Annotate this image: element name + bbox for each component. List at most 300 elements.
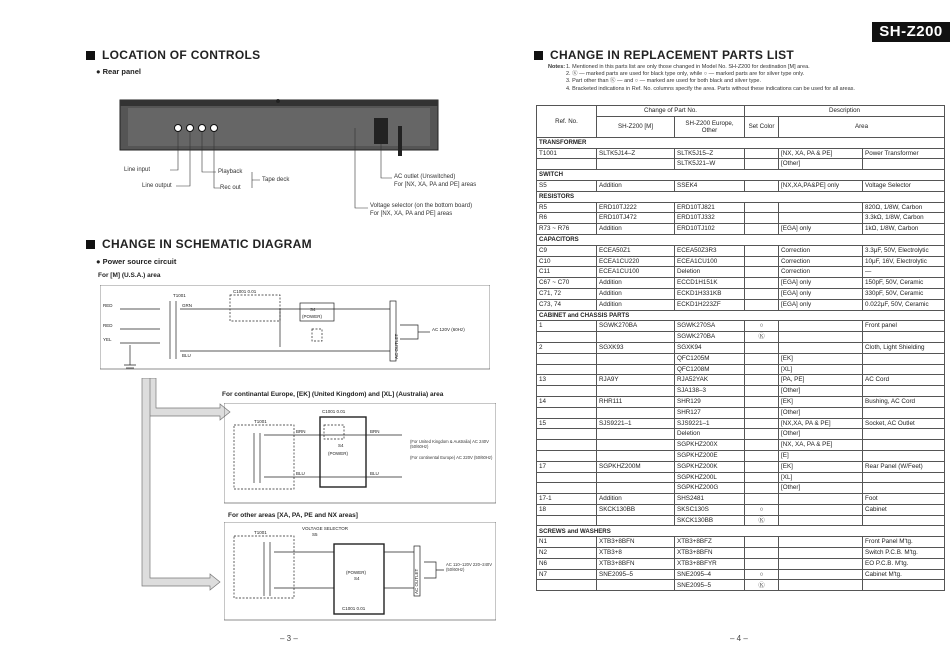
- description-cell: [863, 580, 945, 591]
- right-page-number: – 4 –: [730, 634, 748, 643]
- from-part-cell: [597, 332, 675, 343]
- table-row: [537, 472, 945, 483]
- table-row: [537, 515, 945, 526]
- set-color-cell: [745, 418, 779, 429]
- section-label: SCREWS and WASHERS: [537, 526, 945, 537]
- table-row: [537, 278, 945, 289]
- from-header: SH-Z200 [M]: [597, 116, 675, 137]
- area-cell: [Other]: [779, 407, 863, 418]
- from-part-cell: Addition: [597, 224, 675, 235]
- from-part-cell: [597, 483, 675, 494]
- parts-table-body: [537, 106, 945, 591]
- other-ac-outlet-label: AC OUTLET: [414, 568, 419, 594]
- area-cell: [NX,XA,PA&PE] only: [779, 180, 863, 191]
- area-cell: [779, 569, 863, 580]
- from-part-cell: SGPKHZ200M: [597, 461, 675, 472]
- tape-deck-label: Tape deck: [262, 177, 290, 183]
- description-cell: Power Transformer: [863, 148, 945, 159]
- description-header: Description: [745, 106, 945, 117]
- voltage-selector-areas: For [NX, XA, PA and PE] areas: [370, 211, 453, 217]
- usa-grn-label: GRN: [182, 303, 192, 308]
- ref-cell: 15: [537, 418, 597, 429]
- ref-cell: T1001: [537, 148, 597, 159]
- section-label: CAPACITORS: [537, 234, 945, 245]
- table-section-row: [537, 137, 945, 148]
- table-row: [537, 288, 945, 299]
- notes-label: Notes:: [548, 64, 566, 70]
- description-cell: [863, 159, 945, 170]
- usa-red-label-2: RED: [103, 323, 113, 328]
- table-row: [537, 396, 945, 407]
- table-section-row: [537, 526, 945, 537]
- ref-cell: 18: [537, 504, 597, 515]
- description-cell: Front Panel M'tg.: [863, 537, 945, 548]
- usa-yel-label: YEL: [103, 337, 112, 342]
- from-part-cell: SKCK130BB: [597, 504, 675, 515]
- parts-table: [536, 105, 945, 591]
- to-part-cell: SGPKHZ200L: [675, 472, 745, 483]
- ref-cell: 1: [537, 321, 597, 332]
- table-row: [537, 332, 945, 343]
- set-color-cell: [745, 450, 779, 461]
- area-cell: [PA, PE]: [779, 375, 863, 386]
- from-part-cell: [597, 353, 675, 364]
- description-cell: Front panel: [863, 321, 945, 332]
- usa-schematic: [100, 285, 490, 375]
- description-cell: [863, 429, 945, 440]
- ref-cell: R5: [537, 202, 597, 213]
- set-color-cell: [745, 288, 779, 299]
- set-color-cell: ○: [745, 321, 779, 332]
- eu-blu-label-2: BLU: [370, 471, 379, 476]
- to-part-cell: XTB3+8BFN: [675, 548, 745, 559]
- other-power-label: (POWER): [346, 570, 366, 575]
- note-3: 3. Part other than Ⓚ — and ○ — marked are used for both black and silver type.: [566, 78, 762, 85]
- ref-cell: [537, 472, 597, 483]
- description-cell: [863, 483, 945, 494]
- ref-cell: N1: [537, 537, 597, 548]
- to-part-cell: SJA138–3: [675, 386, 745, 397]
- area-cell: [Other]: [779, 386, 863, 397]
- area-cell: [779, 515, 863, 526]
- description-cell: [863, 364, 945, 375]
- from-part-cell: SGWK270BA: [597, 321, 675, 332]
- area-cell: [779, 332, 863, 343]
- set-color-cell: Ⓚ: [745, 580, 779, 591]
- area-cell: [779, 321, 863, 332]
- to-part-cell: QFC1208M: [675, 364, 745, 375]
- from-part-cell: ERD10TJ222: [597, 202, 675, 213]
- set-color-cell: [745, 548, 779, 559]
- table-row: [537, 548, 945, 559]
- table-row: [537, 558, 945, 569]
- table-row: [537, 504, 945, 515]
- from-part-cell: XTB3+8BFN: [597, 537, 675, 548]
- section-label: RESISTORS: [537, 191, 945, 202]
- to-part-cell: SKSC130S: [675, 504, 745, 515]
- set-color-cell: [745, 159, 779, 170]
- set-color-cell: ○: [745, 569, 779, 580]
- area-cell: [NX,XA, PA & PE]: [779, 418, 863, 429]
- ref-cell: C10: [537, 256, 597, 267]
- table-row: [537, 224, 945, 235]
- area-cell: [779, 342, 863, 353]
- table-section-row: [537, 234, 945, 245]
- area-cell: [779, 548, 863, 559]
- other-voltage-selector-label: VOLTAGE SELECTOR: [302, 526, 349, 531]
- change-of-part-header: Change of Part No.: [597, 106, 745, 117]
- to-part-cell: SGPKHZ200E: [675, 450, 745, 461]
- voltage-selector-label: Voltage selector (on the bottom board): [370, 203, 473, 209]
- eu-uk-aus-label: (For United Kingdom & Australia) AC 240V (50/60Hz): [410, 439, 489, 449]
- from-part-cell: ECEA50Z1: [597, 245, 675, 256]
- table-row: [537, 256, 945, 267]
- area-cell: [779, 558, 863, 569]
- set-color-cell: [745, 461, 779, 472]
- area-cell: [EK]: [779, 353, 863, 364]
- table-row: [537, 569, 945, 580]
- set-color-cell: [745, 180, 779, 191]
- set-color-cell: [745, 202, 779, 213]
- from-part-cell: [597, 429, 675, 440]
- description-cell: [863, 440, 945, 451]
- from-part-cell: XTB3+8: [597, 548, 675, 559]
- description-cell: 330pF, 50V, Ceramic: [863, 288, 945, 299]
- eu-brn-label: BRN: [296, 429, 306, 434]
- section-label: TRANSFORMER: [537, 137, 945, 148]
- from-part-cell: SNE2095–5: [597, 569, 675, 580]
- parts-title: CHANGE IN REPLACEMENT PARTS LIST: [550, 48, 795, 62]
- description-cell: Voltage Selector: [863, 180, 945, 191]
- table-row: [537, 450, 945, 461]
- from-part-cell: [597, 580, 675, 591]
- from-part-cell: [597, 407, 675, 418]
- from-part-cell: Addition: [597, 180, 675, 191]
- set-color-cell: [745, 429, 779, 440]
- usa-ac-outlet-label: AC OUTLET: [394, 333, 399, 359]
- set-color-cell: [745, 494, 779, 505]
- area-cell: [XL]: [779, 472, 863, 483]
- set-color-cell: [745, 245, 779, 256]
- to-part-cell: ERD10TJ332: [675, 213, 745, 224]
- ref-cell: [537, 429, 597, 440]
- table-section-row: [537, 310, 945, 321]
- from-part-cell: [597, 440, 675, 451]
- from-part-cell: SGXK93: [597, 342, 675, 353]
- description-cell: Socket, AC Outlet: [863, 418, 945, 429]
- other-area-label: For other areas [XA, PA, PE and NX areas]: [228, 512, 358, 519]
- eu-c1001-label: C1001 0.01: [322, 409, 346, 414]
- from-part-cell: ECEA1CU220: [597, 256, 675, 267]
- other-ac-label: AC 110–120V 220–240V (50/60Hz): [446, 562, 493, 572]
- ref-cell: N6: [537, 558, 597, 569]
- rear-panel-label: ● Rear panel: [96, 67, 141, 76]
- area-cell: [779, 202, 863, 213]
- from-part-cell: RJA9Y: [597, 375, 675, 386]
- set-color-cell: [745, 483, 779, 494]
- notes-list: [566, 64, 936, 93]
- set-color-cell: [745, 224, 779, 235]
- to-part-cell: SHS2481: [675, 494, 745, 505]
- ref-cell: [537, 515, 597, 526]
- description-cell: Switch P.C.B. M'tg.: [863, 548, 945, 559]
- set-color-cell: [745, 407, 779, 418]
- set-color-cell: [745, 267, 779, 278]
- from-part-cell: [597, 472, 675, 483]
- from-part-cell: [597, 364, 675, 375]
- description-cell: Cloth, Light Shielding: [863, 342, 945, 353]
- to-part-cell: SGXK94: [675, 342, 745, 353]
- description-cell: EO P.C.B. M'tg.: [863, 558, 945, 569]
- area-cell: [NX, XA, PA & PE]: [779, 440, 863, 451]
- ref-cell: C71, 72: [537, 288, 597, 299]
- table-row: [537, 321, 945, 332]
- section-label: CABINET and CHASSIS PARTS: [537, 310, 945, 321]
- europe-area-label: For continantal Europe, [EK] (United Kingdom) and [XL] (Australia) area: [222, 391, 444, 398]
- heading-square-icon: [86, 240, 95, 249]
- ref-cell: R73 ~ R76: [537, 224, 597, 235]
- area-cell: [779, 504, 863, 515]
- set-color-cell: [745, 375, 779, 386]
- table-section-row: [537, 170, 945, 181]
- area-cell: [EGA] only: [779, 278, 863, 289]
- description-cell: AC Cord: [863, 375, 945, 386]
- to-part-cell: SGPKHZ200K: [675, 461, 745, 472]
- to-part-cell: SLTK5J21–W: [675, 159, 745, 170]
- to-part-cell: Deletion: [675, 267, 745, 278]
- other-s5-label: S5: [312, 532, 318, 537]
- from-part-cell: XTB3+8BFN: [597, 558, 675, 569]
- area-cell: [XL]: [779, 364, 863, 375]
- area-cell: [Other]: [779, 159, 863, 170]
- set-color-cell: [745, 256, 779, 267]
- from-part-cell: SJS9221–1: [597, 418, 675, 429]
- eu-t1001-label: T1001: [254, 419, 267, 424]
- table-row: [537, 580, 945, 591]
- location-of-controls-heading: [86, 48, 260, 62]
- left-page-number: – 3 –: [280, 634, 298, 643]
- description-cell: [863, 386, 945, 397]
- ref-cell: R6: [537, 213, 597, 224]
- to-part-cell: ECKD1H223ZF: [675, 299, 745, 310]
- set-color-cell: [745, 364, 779, 375]
- to-header: SH-Z200 Europe, Other: [675, 116, 745, 137]
- area-cell: [EGA] only: [779, 299, 863, 310]
- from-part-cell: Addition: [597, 494, 675, 505]
- europe-schematic: [224, 403, 496, 505]
- from-part-cell: [597, 515, 675, 526]
- ref-cell: [537, 353, 597, 364]
- usa-t1001-label: T1001: [173, 293, 186, 298]
- table-row: [537, 429, 945, 440]
- note-1: 1. Mentioned in this parts list are only those changed in Model No. SH-Z200 for destination [M] area.: [566, 64, 810, 70]
- ref-cell: [537, 364, 597, 375]
- table-row: [537, 537, 945, 548]
- line-input-label: Line input: [124, 167, 151, 173]
- set-color-cell: Ⓚ: [745, 332, 779, 343]
- set-color-cell: Ⓚ: [745, 515, 779, 526]
- area-cell: [Other]: [779, 429, 863, 440]
- table-row: [537, 202, 945, 213]
- to-part-cell: ECCD1H151K: [675, 278, 745, 289]
- set-color-cell: [745, 558, 779, 569]
- set-color-cell: [745, 472, 779, 483]
- ref-cell: 14: [537, 396, 597, 407]
- eu-blu-label: BLU: [296, 471, 305, 476]
- description-cell: [863, 407, 945, 418]
- from-part-cell: [597, 386, 675, 397]
- to-part-cell: SGPKHZ200X: [675, 440, 745, 451]
- table-row: [537, 299, 945, 310]
- schematic-heading: [86, 237, 312, 251]
- schematic-title: CHANGE IN SCHEMATIC DIAGRAM: [102, 237, 312, 251]
- ref-cell: C73, 74: [537, 299, 597, 310]
- to-part-cell: SGWK270SA: [675, 321, 745, 332]
- from-part-cell: ECEA1CU100: [597, 267, 675, 278]
- heading-square-icon: [534, 51, 543, 60]
- line-output-label: Line output: [142, 183, 172, 189]
- table-row: [537, 213, 945, 224]
- table-row: [537, 440, 945, 451]
- table-row: [537, 418, 945, 429]
- table-row: [537, 375, 945, 386]
- set-color-cell: [745, 440, 779, 451]
- description-cell: 10μF, 16V, Electrolytic: [863, 256, 945, 267]
- to-part-cell: ERD10TJ102: [675, 224, 745, 235]
- location-title: LOCATION OF CONTROLS: [102, 48, 261, 62]
- description-cell: 3.3kΩ, 1/8W, Carbon: [863, 213, 945, 224]
- area-cell: [779, 494, 863, 505]
- power-source-label: ● Power source circuit: [96, 257, 177, 266]
- set-color-cell: [745, 213, 779, 224]
- playback-label: Playback: [218, 169, 243, 175]
- other-c1001-label: C1001 0.01: [342, 606, 366, 611]
- heading-square-icon: [86, 51, 95, 60]
- table-section-row: [537, 191, 945, 202]
- description-cell: [863, 515, 945, 526]
- description-cell: Rear Panel (W/Feet): [863, 461, 945, 472]
- table-row: [537, 386, 945, 397]
- area-cell: [EGA] only: [779, 224, 863, 235]
- to-part-cell: XTB3+8BFYR: [675, 558, 745, 569]
- ref-no-header: Ref. No.: [537, 106, 597, 138]
- description-cell: 0.022μF, 50V, Ceramic: [863, 299, 945, 310]
- area-cell: [EGA] only: [779, 288, 863, 299]
- ref-cell: [537, 332, 597, 343]
- area-cell: Correction: [779, 245, 863, 256]
- ref-cell: 17: [537, 461, 597, 472]
- table-row: [537, 159, 945, 170]
- description-cell: [863, 332, 945, 343]
- description-cell: 1kΩ, 1/8W, Carbon: [863, 224, 945, 235]
- eu-s4-label: S4: [338, 443, 344, 448]
- to-part-cell: SHR127: [675, 407, 745, 418]
- table-row: [537, 494, 945, 505]
- from-part-cell: [597, 159, 675, 170]
- table-row: [537, 267, 945, 278]
- to-part-cell: SJS9221–1: [675, 418, 745, 429]
- area-header: Area: [779, 116, 945, 137]
- from-part-cell: [597, 450, 675, 461]
- ac-outlet-label: AC outlet (Unswitched): [394, 174, 456, 180]
- section-label: SWITCH: [537, 170, 945, 181]
- description-cell: Cabinet M'tg.: [863, 569, 945, 580]
- usa-c1001-label: C1001 0.01: [233, 289, 257, 294]
- table-header-row-1: [537, 106, 945, 117]
- to-part-cell: SLTK5J15–Z: [675, 148, 745, 159]
- description-cell: Bushing, AC Cord: [863, 396, 945, 407]
- from-part-cell: Addition: [597, 288, 675, 299]
- to-part-cell: SKCK130BB: [675, 515, 745, 526]
- from-part-cell: Addition: [597, 299, 675, 310]
- description-cell: [863, 450, 945, 461]
- ref-cell: [537, 483, 597, 494]
- ref-cell: N2: [537, 548, 597, 559]
- area-cell: [EK]: [779, 396, 863, 407]
- eu-brn-label-2: BRN: [370, 429, 380, 434]
- description-cell: Foot: [863, 494, 945, 505]
- to-part-cell: SNE2095–4: [675, 569, 745, 580]
- table-row: [537, 148, 945, 159]
- other-t1001-label: T1001: [254, 530, 267, 535]
- table-row: [537, 364, 945, 375]
- ac-outlet-areas: For [NX, XA, PA and PE] areas: [394, 182, 477, 188]
- ref-cell: C11: [537, 267, 597, 278]
- table-header-row-2: [537, 116, 945, 137]
- table-row: [537, 180, 945, 191]
- ref-cell: 13: [537, 375, 597, 386]
- usa-red-label: RED: [103, 303, 113, 308]
- area-cell: Correction: [779, 256, 863, 267]
- description-cell: Cabinet: [863, 504, 945, 515]
- to-part-cell: SHR129: [675, 396, 745, 407]
- area-cell: [779, 537, 863, 548]
- usa-ac120-label: AC 120V (60Hz): [432, 327, 465, 332]
- ref-cell: [537, 159, 597, 170]
- ref-cell: S5: [537, 180, 597, 191]
- table-row: [537, 407, 945, 418]
- from-part-cell: RHR111: [597, 396, 675, 407]
- to-part-cell: SGPKHZ200G: [675, 483, 745, 494]
- other-s4-label: S4: [354, 576, 360, 581]
- other-schematic: [224, 522, 496, 622]
- ref-cell: [537, 450, 597, 461]
- set-color-cell: [745, 299, 779, 310]
- ref-cell: [537, 580, 597, 591]
- ref-cell: [537, 440, 597, 451]
- replacement-parts-heading: [534, 48, 794, 62]
- to-part-cell: SNE2095–5: [675, 580, 745, 591]
- from-part-cell: Addition: [597, 278, 675, 289]
- set-color-header: Set Color: [745, 116, 779, 137]
- ref-cell: [537, 407, 597, 418]
- table-row: [537, 342, 945, 353]
- description-cell: [863, 472, 945, 483]
- description-cell: 820Ω, 1/8W, Carbon: [863, 202, 945, 213]
- description-cell: [863, 353, 945, 364]
- area-cell: [779, 580, 863, 591]
- ref-cell: C67 ~ C70: [537, 278, 597, 289]
- set-color-cell: [745, 386, 779, 397]
- set-color-cell: [745, 396, 779, 407]
- ref-cell: N7: [537, 569, 597, 580]
- set-color-cell: [745, 537, 779, 548]
- table-row: [537, 461, 945, 472]
- area-cell: [EK]: [779, 461, 863, 472]
- description-cell: 150pF, 50V, Ceramic: [863, 278, 945, 289]
- to-part-cell: ECKD1H331KB: [675, 288, 745, 299]
- from-part-cell: SLTK5J14–Z: [597, 148, 675, 159]
